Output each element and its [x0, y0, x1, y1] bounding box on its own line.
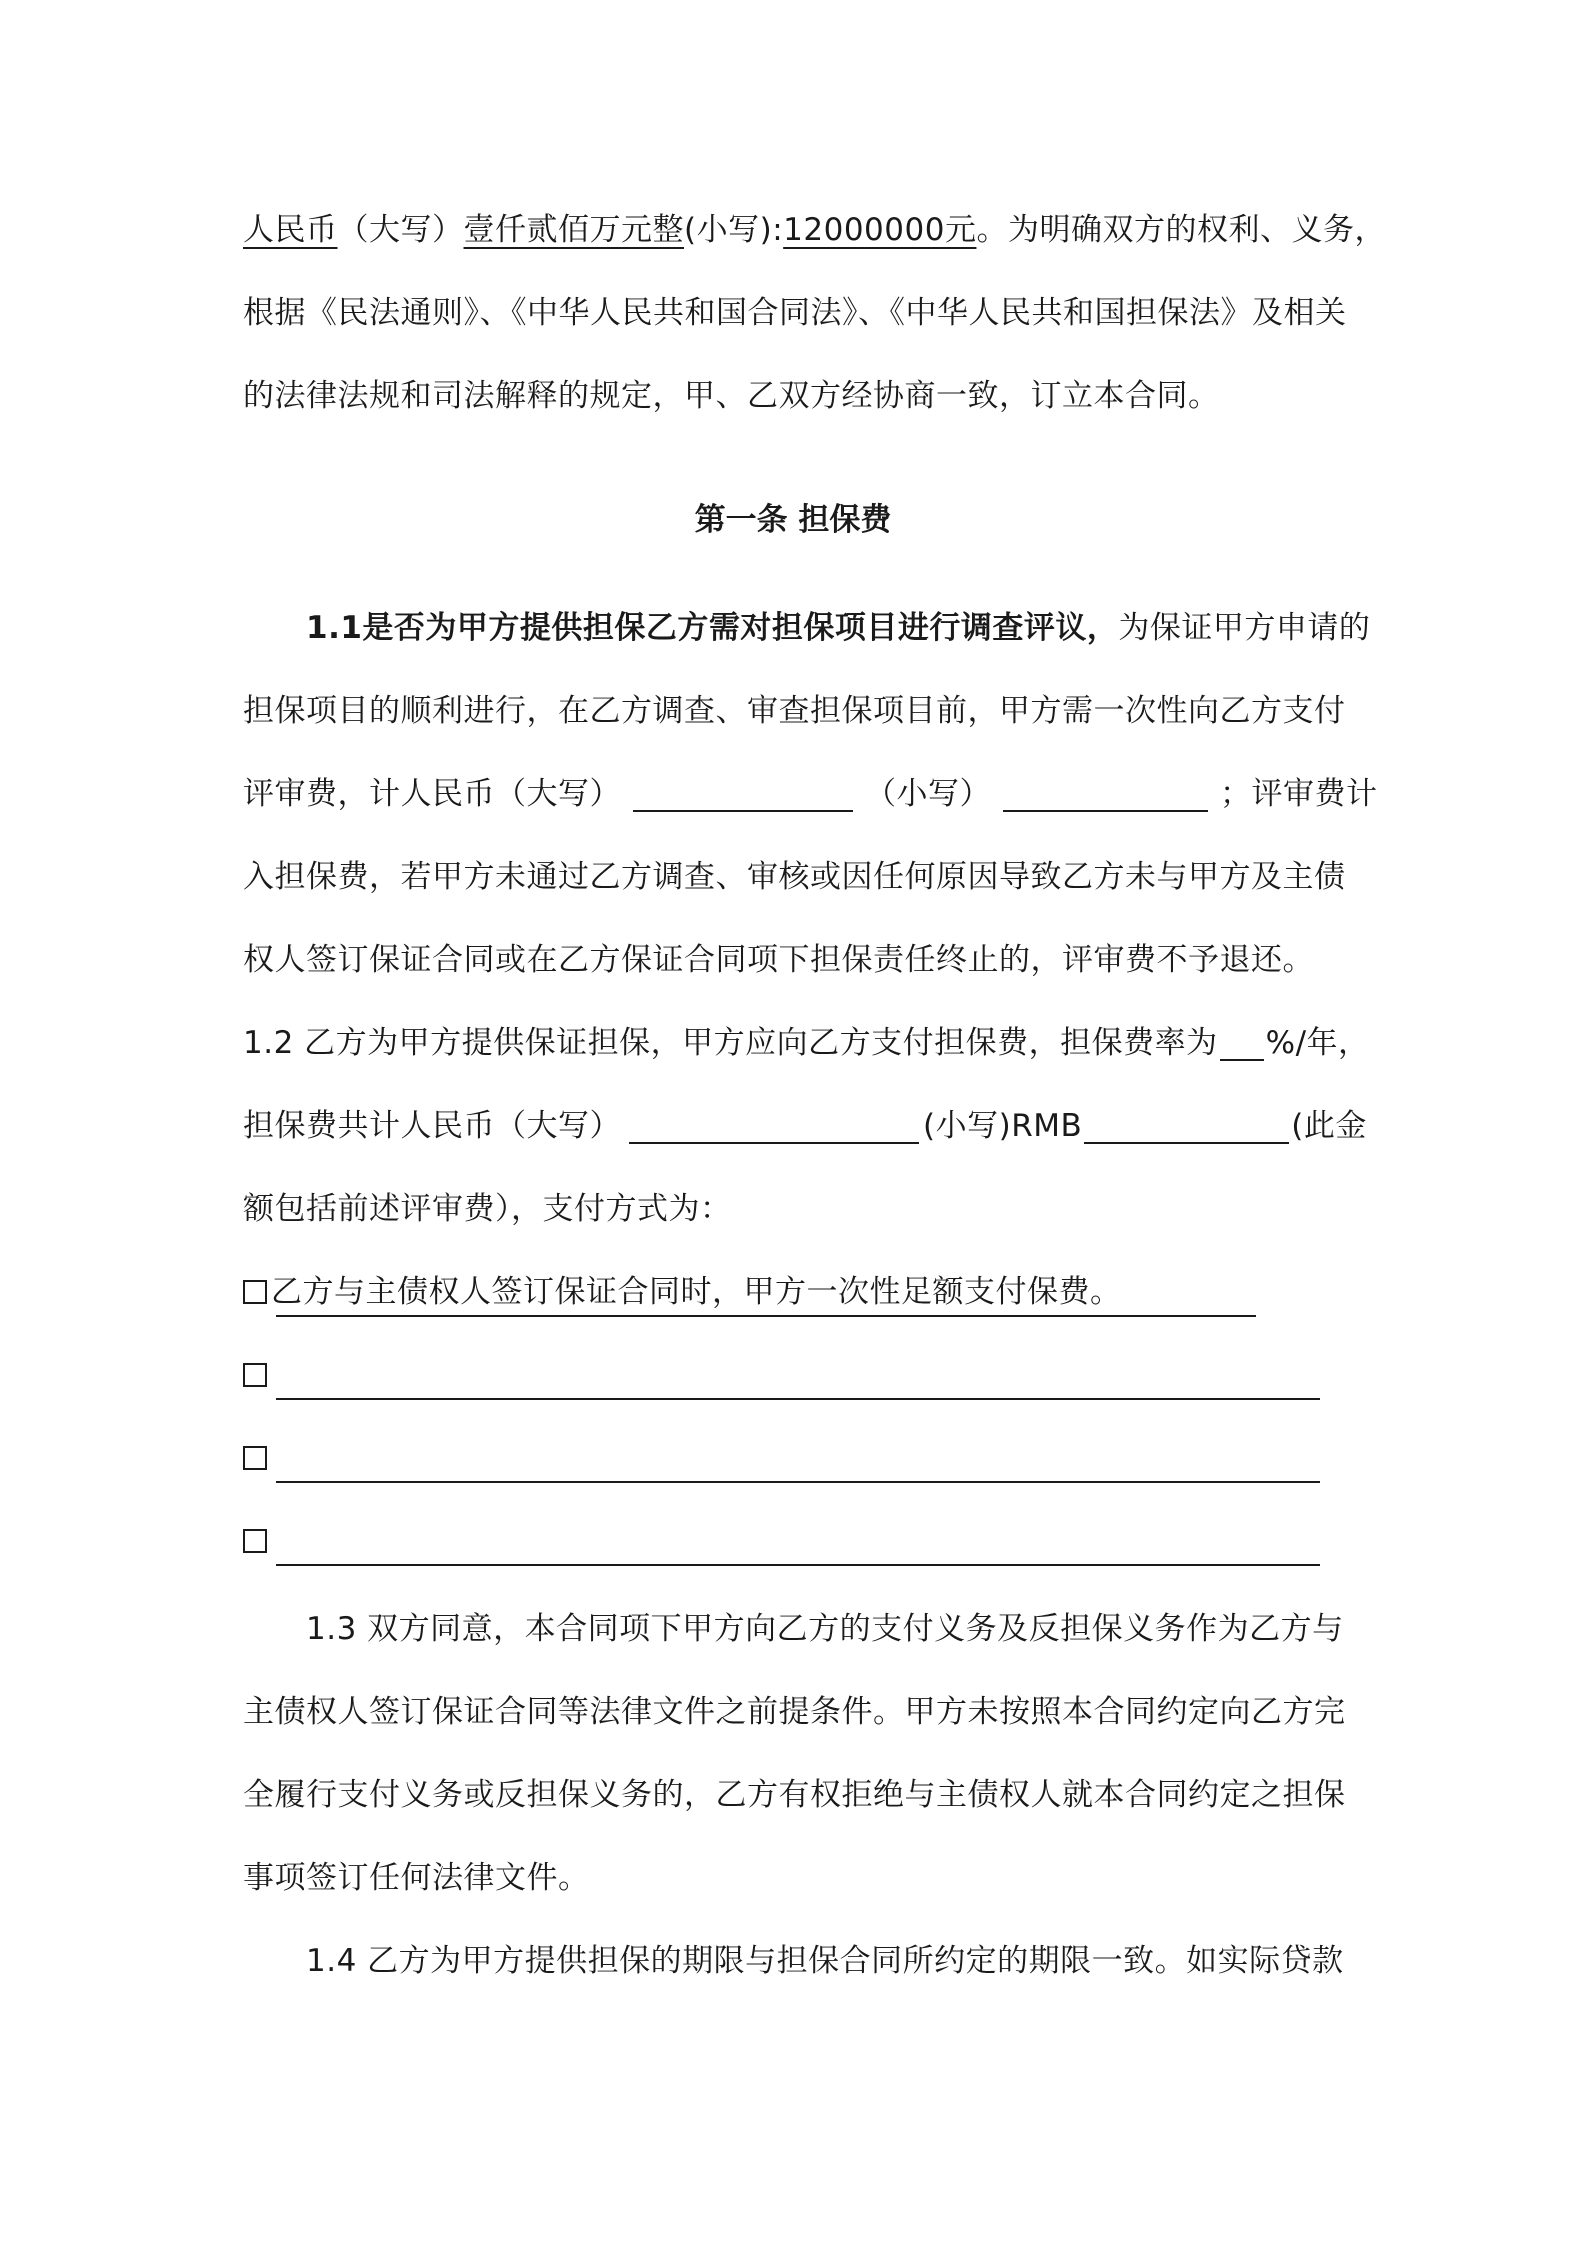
option-3-checkbox[interactable] — [243, 1446, 267, 1470]
clause-1-1-line-5: 权人签订保证合同或在乙方保证合同项下担保责任终止的，评审费不予退还。 — [243, 942, 1314, 978]
option-4-checkbox[interactable] — [243, 1529, 267, 1553]
option-2-blank-line[interactable] — [276, 1398, 1320, 1400]
payment-option-4 — [243, 1511, 1355, 1571]
review-fee-number-blank[interactable] — [1003, 774, 1208, 812]
fee-rate-blank[interactable] — [1220, 1023, 1264, 1061]
review-fee-label: 评审费，计人民币（大写） — [243, 776, 621, 812]
option-4-blank-line[interactable] — [276, 1564, 1320, 1566]
option-3-blank-line[interactable] — [276, 1481, 1320, 1483]
capital-label: （大写） — [337, 212, 464, 248]
total-fee-label: 担保费共计人民币（大写） — [243, 1108, 621, 1144]
option-2-checkbox[interactable] — [243, 1363, 267, 1387]
total-fee-number-blank[interactable] — [1084, 1106, 1289, 1144]
intro-line-1-rest: 。为明确双方的权利、义务， — [976, 212, 1386, 248]
currency-label: 人民币 — [243, 212, 338, 248]
clause-1-1-rest: 为保证甲方申请的 — [1118, 610, 1371, 646]
review-fee-rest: ；评审费计 — [1220, 776, 1378, 812]
intro-line-3: 的法律法规和司法解释的规定，甲、乙双方经协商一致，订立本合同。 — [243, 378, 1220, 414]
clause-1-1-line-4: 入担保费，若甲方未通过乙方调查、审核或因任何原因导致乙方未与甲方及主债 — [243, 859, 1346, 895]
lowercase-label: (小写) — [684, 212, 773, 248]
fee-rate-unit: %/年， — [1265, 1025, 1370, 1061]
clause-1-2-line-2-rest: (此金 — [1291, 1108, 1367, 1144]
option-1-underline — [276, 1315, 1256, 1317]
intro-line-2: 根据《民法通则》、《中华人民共和国合同法》、《中华人民共和国担保法》及相关 — [243, 295, 1347, 331]
payment-option-3 — [243, 1428, 1355, 1488]
clause-1-2-text: 1.2 乙方为甲方提供保证担保，甲方应向乙方支付担保费，担保费率为 — [243, 1025, 1218, 1061]
amount-capital: 壹仟贰佰万元整 — [463, 212, 684, 248]
option-1-checkbox[interactable] — [243, 1280, 267, 1304]
clause-1-2-line-3: 额包括前述评审费），支付方式为： — [243, 1191, 732, 1227]
clause-1-2-line-2 — [243, 1096, 1367, 1156]
review-fee-lowercase-label: （小写） — [865, 776, 991, 812]
clause-1-3-line-2: 主债权人签订保证合同等法律文件之前提条件。甲方未按照本合同约定向乙方完 — [243, 1694, 1346, 1730]
colon: : — [772, 212, 784, 248]
clause-1-1-bold: 1.1是否为甲方提供担保乙方需对担保项目进行调查评议， — [306, 610, 1119, 646]
review-fee-capital-blank[interactable] — [633, 774, 853, 812]
clause-1-3-line-4: 事项签订任何法律文件。 — [243, 1860, 590, 1896]
clause-1-3-line-1: 1.3 双方同意，本合同项下甲方向乙方的支付义务及反担保义务作为乙方与 — [306, 1611, 1344, 1647]
clause-1-1-line-1 — [306, 598, 1371, 658]
total-fee-capital-blank[interactable] — [629, 1106, 919, 1144]
option-1-text: 乙方与主债权人签订保证合同时，甲方一次性足额支付保费。 — [271, 1274, 1122, 1310]
total-fee-rmb-label: (小写)RMB — [923, 1108, 1083, 1144]
clause-1-1-line-3 — [243, 764, 1378, 824]
article-1-heading: 第一条 担保费 — [694, 502, 892, 538]
clause-1-3-line-3: 全履行支付义务或反担保义务的，乙方有权拒绝与主债权人就本合同约定之担保 — [243, 1777, 1346, 1813]
intro-line-1 — [243, 200, 1386, 260]
clause-1-2-line-1 — [243, 1013, 1370, 1073]
payment-option-1 — [243, 1262, 1355, 1322]
clause-1-1-line-2: 担保项目的顺利进行，在乙方调查、审查担保项目前，甲方需一次性向乙方支付 — [243, 693, 1346, 729]
payment-option-2 — [243, 1345, 1355, 1405]
clause-1-4-line-1: 1.4 乙方为甲方提供担保的期限与担保合同所约定的期限一致。如实际贷款 — [306, 1943, 1344, 1979]
amount-number: 12000000元 — [783, 212, 977, 248]
